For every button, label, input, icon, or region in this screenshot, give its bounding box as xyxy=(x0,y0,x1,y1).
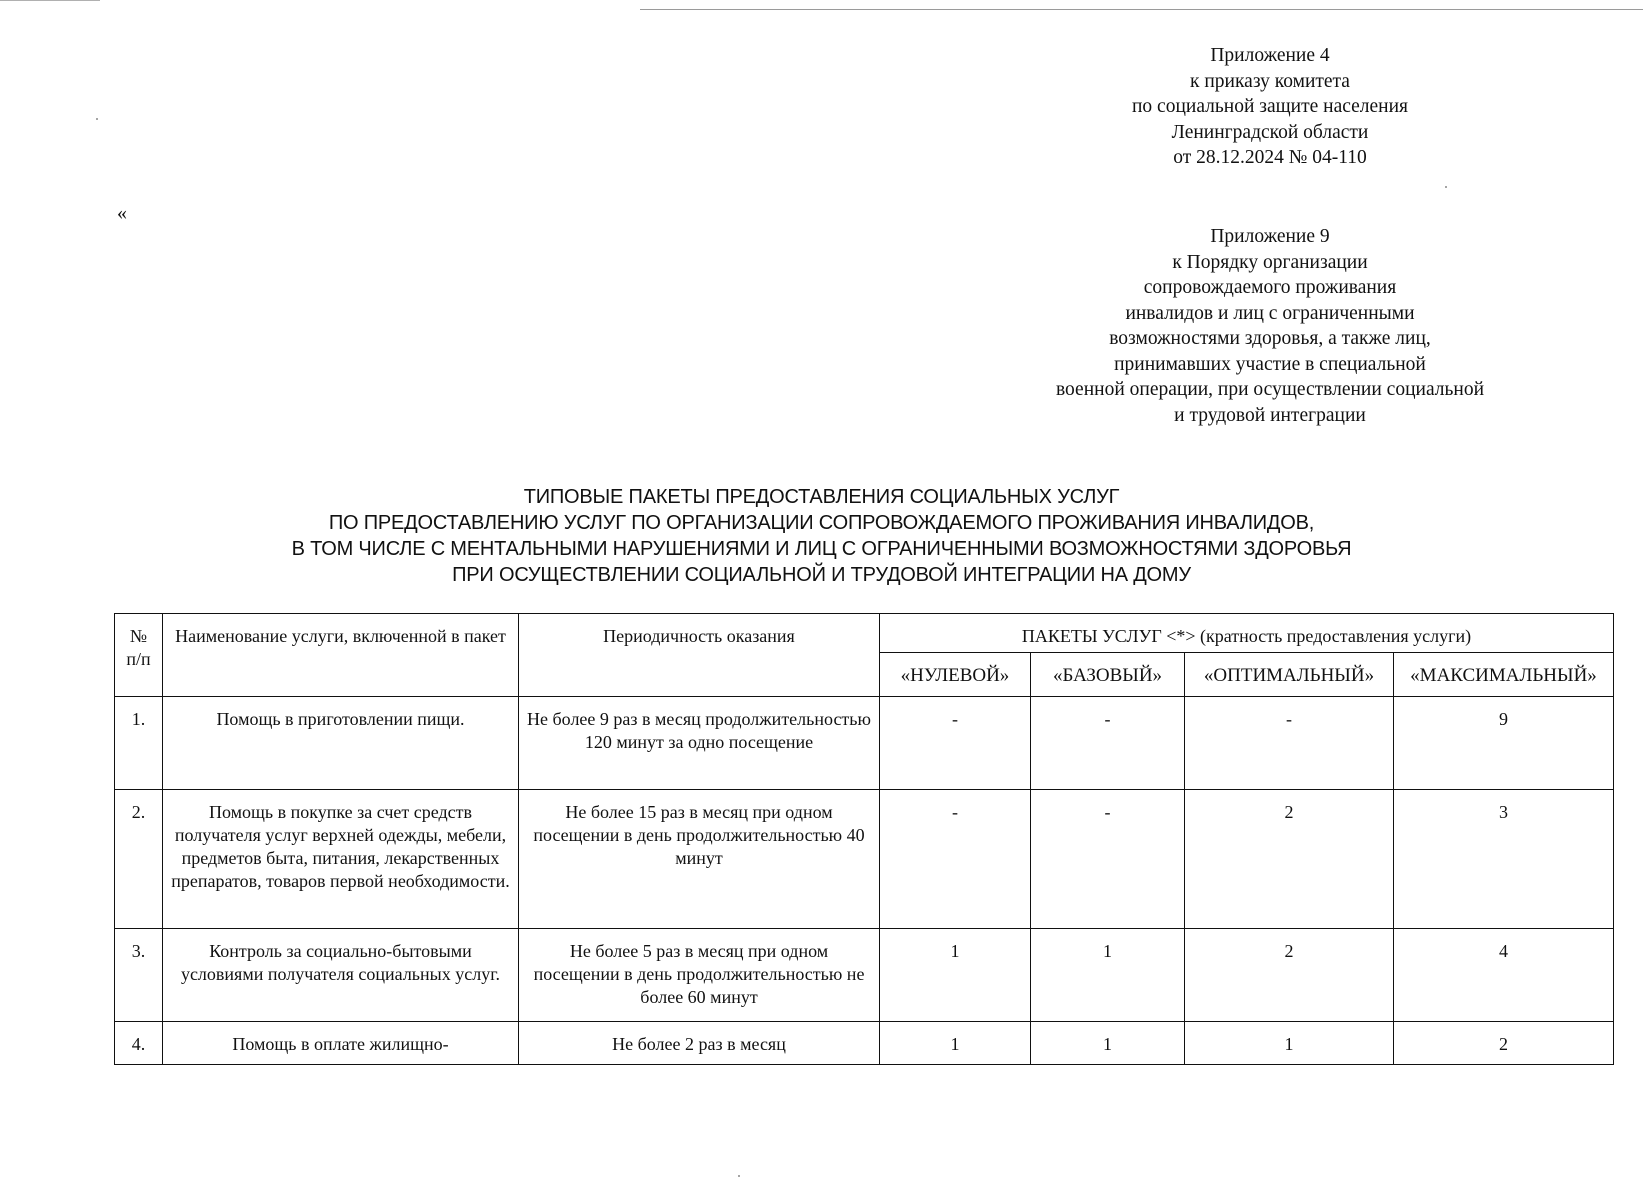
service-packages-table xyxy=(114,613,1614,1065)
header-frequency: Периодичность оказания xyxy=(519,614,880,697)
appendix-9-line: сопровождаемого проживания xyxy=(1143,277,1397,298)
row-value-basic: - xyxy=(1031,790,1185,929)
scan-speck xyxy=(738,1175,740,1177)
title-line: ТИПОВЫЕ ПАКЕТЫ ПРЕДОСТАВЛЕНИЯ СОЦИАЛЬНЫХ УСЛУГ xyxy=(523,486,1120,508)
row-value-basic: 1 xyxy=(1031,929,1185,1022)
header-package-zero: «НУЛЕВОЙ» xyxy=(880,653,1031,697)
appendix-4-line: Ленинградской области xyxy=(1171,121,1369,143)
scan-speck xyxy=(96,118,98,120)
appendix-9-header xyxy=(990,224,1550,428)
appendix-4-line: Приложение 4 xyxy=(1210,45,1330,66)
row-frequency: Не более 15 раз в месяц при одном посещении в день продолжительностью 40 минут xyxy=(519,790,880,929)
row-value-optimal: 2 xyxy=(1185,929,1394,1022)
row-value-maximal: 4 xyxy=(1394,929,1614,1022)
row-number: 1. xyxy=(115,697,163,790)
row-value-zero: - xyxy=(880,697,1031,790)
scan-edge-mark xyxy=(0,0,100,1)
table-row xyxy=(115,1022,1614,1065)
row-value-basic: 1 xyxy=(1031,1022,1185,1065)
row-service: Помощь в покупке за счет средств получателя услуг верхней одежды, мебели, предметов быта, питания, лекарственных препаратов, товаров первой необходимости. xyxy=(163,790,519,929)
scan-speck xyxy=(1445,186,1447,188)
header-number: № п/п xyxy=(115,614,163,697)
appendix-9-line: инвалидов и лиц с ограниченными xyxy=(1125,302,1415,324)
row-value-optimal: 1 xyxy=(1185,1022,1394,1065)
row-value-maximal: 3 xyxy=(1394,790,1614,929)
opening-quote-mark: « xyxy=(117,202,127,224)
row-value-maximal: 2 xyxy=(1394,1022,1614,1065)
title-line: В ТОМ ЧИСЛЕ С МЕНТАЛЬНЫМИ НАРУШЕНИЯМИ И ЛИЦ С ОГРАНИЧЕННЫМИ ВОЗМОЖНОСТЯМИ ЗДОРОВЬЯ xyxy=(291,538,1352,560)
appendix-4-line: к приказу комитета xyxy=(1190,70,1350,92)
row-service: Помощь в оплате жилищно- xyxy=(163,1022,519,1065)
appendix-9-line: к Порядку организации xyxy=(1172,251,1368,273)
appendix-9-line: и трудовой интеграции xyxy=(1174,404,1366,426)
table-row xyxy=(115,790,1614,929)
appendix-9-line: военной операции, при осуществлении социальной xyxy=(1055,379,1485,400)
row-number: 4. xyxy=(115,1022,163,1065)
header-packages: ПАКЕТЫ УСЛУГ <*> (кратность предоставления услуги) xyxy=(880,614,1614,653)
header-service-name: Наименование услуги, включенной в пакет xyxy=(163,614,519,697)
row-frequency: Не более 5 раз в месяц при одном посещении в день продолжительностью не более 60 минут xyxy=(519,929,880,1022)
appendix-4-header xyxy=(1060,43,1480,171)
scan-edge-line xyxy=(640,9,1643,10)
appendix-9-line: принимавших участие в специальной xyxy=(1114,353,1426,375)
document-title xyxy=(0,484,1643,588)
row-number: 3. xyxy=(115,929,163,1022)
row-value-optimal: - xyxy=(1185,697,1394,790)
table-row xyxy=(115,929,1614,1022)
appendix-4-line: от 28.12.2024 № 04-110 xyxy=(1173,147,1367,168)
row-service: Контроль за социально-бытовыми условиями получателя социальных услуг. xyxy=(163,929,519,1022)
row-service: Помощь в приготовлении пищи. xyxy=(163,697,519,790)
row-number: 2. xyxy=(115,790,163,929)
title-line: ПО ПРЕДОСТАВЛЕНИЮ УСЛУГ ПО ОРГАНИЗАЦИИ СОПРОВОЖДАЕМОГО ПРОЖИВАНИЯ ИНВАЛИДОВ, xyxy=(328,512,1315,534)
header-package-basic: «БАЗОВЫЙ» xyxy=(1031,653,1185,697)
row-frequency: Не более 9 раз в месяц продолжительностью 120 минут за одно посещение xyxy=(519,697,880,790)
table-row xyxy=(115,697,1614,790)
row-value-zero: 1 xyxy=(880,929,1031,1022)
row-value-zero: 1 xyxy=(880,1022,1031,1065)
row-value-optimal: 2 xyxy=(1185,790,1394,929)
appendix-9-line: возможностями здоровья, а также лиц, xyxy=(1109,328,1431,349)
header-package-maximal: «МАКСИМАЛЬНЫЙ» xyxy=(1394,653,1614,697)
table-header-row xyxy=(115,614,1614,653)
title-line: ПРИ ОСУЩЕСТВЛЕНИИ СОЦИАЛЬНОЙ И ТРУДОВОЙ ИНТЕГРАЦИИ НА ДОМУ xyxy=(452,564,1191,586)
row-value-basic: - xyxy=(1031,697,1185,790)
appendix-9-line: Приложение 9 xyxy=(1210,226,1330,247)
appendix-4-line: по социальной защите населения xyxy=(1131,96,1408,117)
header-package-optimal: «ОПТИМАЛЬНЫЙ» xyxy=(1185,653,1394,697)
row-value-zero: - xyxy=(880,790,1031,929)
row-frequency: Не более 2 раз в месяц xyxy=(519,1022,880,1065)
row-value-maximal: 9 xyxy=(1394,697,1614,790)
